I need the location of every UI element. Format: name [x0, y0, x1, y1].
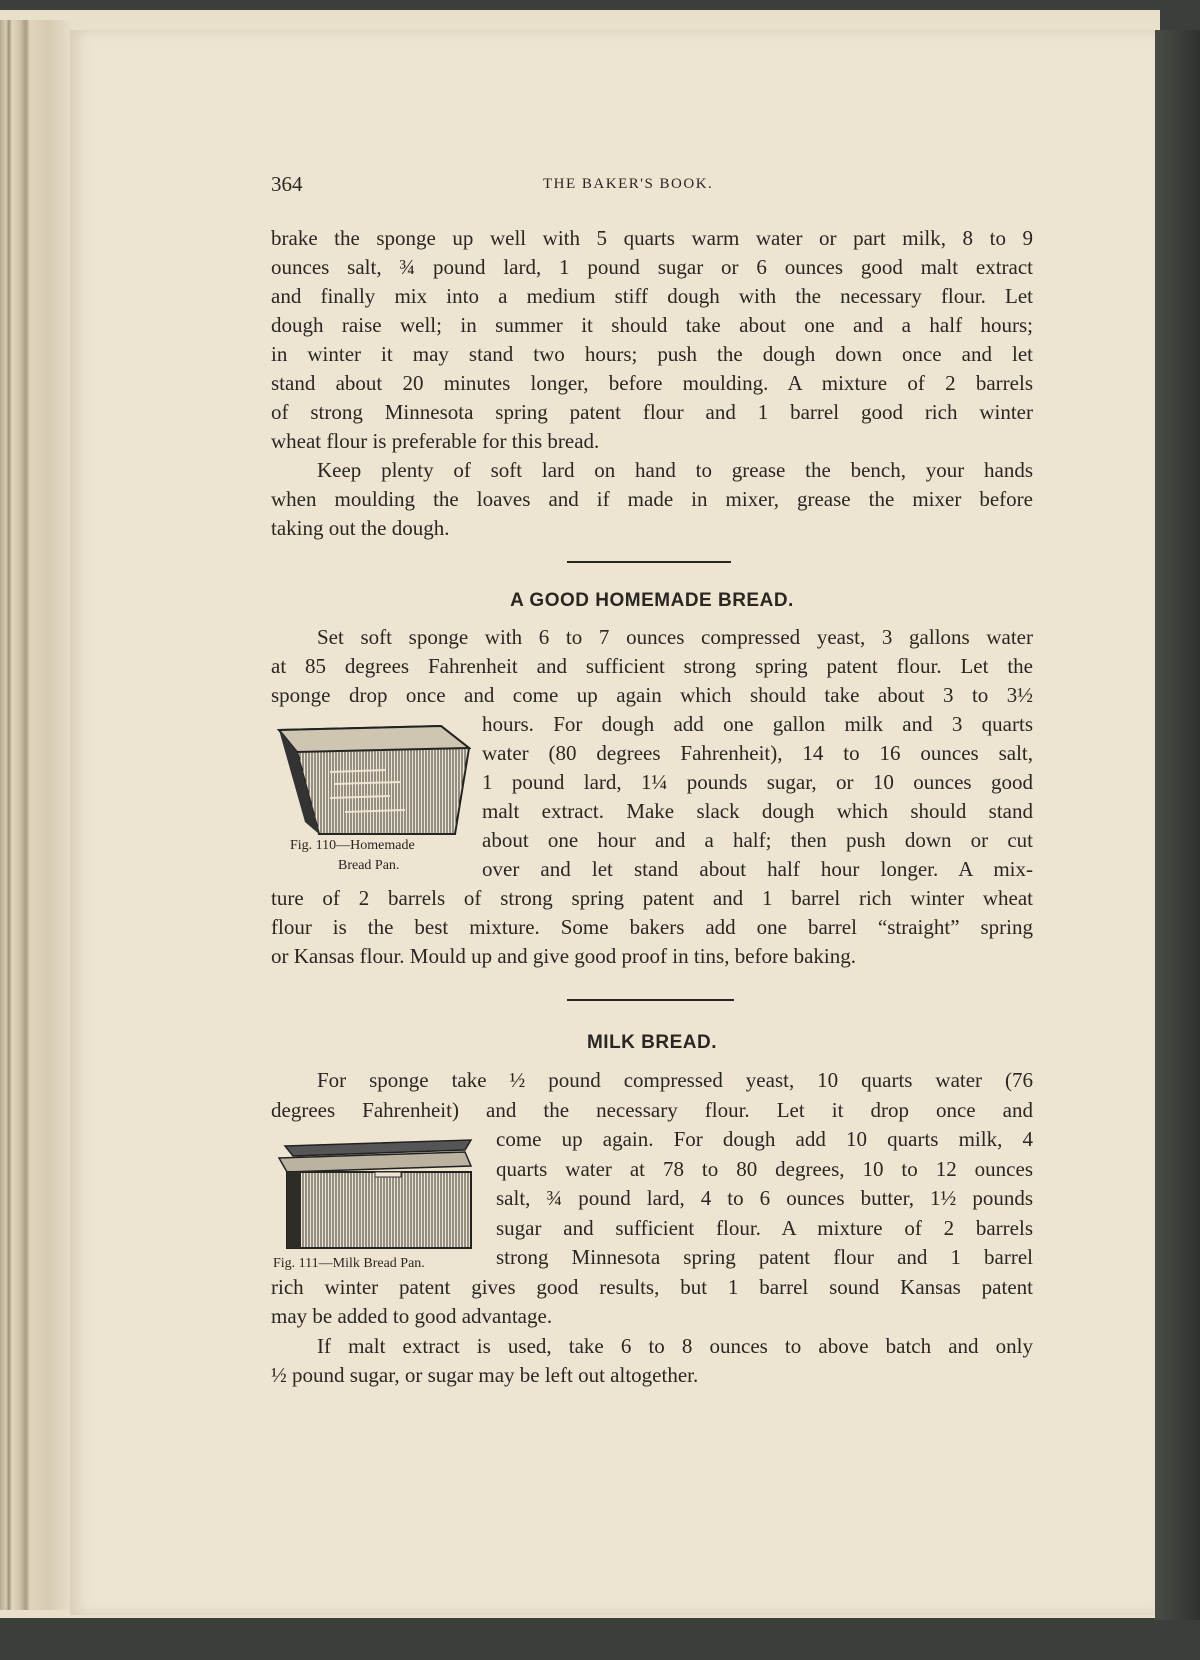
text-line: sugar and sufficient flour. A mixture of 2 barrels	[496, 1215, 1033, 1240]
text-line: brake the sponge up well with 5 quarts warm water or part milk, 8 to 9	[271, 226, 1033, 250]
text-line: dough raise well; in summer it should take about one and a half hours;	[271, 313, 1033, 337]
text-line: For sponge take ½ pound compressed yeast, 10 quarts water (76	[317, 1068, 1033, 1092]
section-heading: MILK BREAD.	[586, 1032, 718, 1053]
text-line: 1 pound lard, 1¼ pounds sugar, or 10 ounces good	[482, 770, 1033, 794]
text-line: in winter it may stand two hours; push the dough down once and let	[271, 342, 1033, 366]
text-line: If malt extract is used, take 6 to 8 ounces to above batch and only	[317, 1333, 1033, 1358]
text-line: degrees Fahrenheit) and the necessary flour. Let it drop once and	[271, 1097, 1033, 1122]
text-line: rich winter patent gives good results, but 1 barrel sound Kansas patent	[271, 1274, 1033, 1299]
text-line: ounces salt, ¾ pound lard, 1 pound sugar or 6 ounces good malt extract	[271, 255, 1033, 279]
text-line: or Kansas flour. Mould up and give good proof in tins, before baking.	[271, 944, 856, 968]
text-line: stand about 20 minutes longer, before moulding. A mixture of 2 barrels	[271, 371, 1033, 395]
text-line: sponge drop once and come up again which should take about 3 to 3½	[271, 683, 1033, 707]
text-line: flour is the best mixture. Some bakers add one barrel “straight” spring	[271, 915, 1033, 939]
running-title: THE BAKER'S BOOK.	[543, 176, 714, 192]
text-line: wheat flour is preferable for this bread.	[271, 429, 600, 453]
page-number: 364	[271, 172, 303, 196]
text-line: ½ pound sugar, or sugar may be left out altogether.	[271, 1363, 699, 1387]
section-divider	[567, 999, 734, 1001]
text-line: hours. For dough add one gallon milk and 3 quarts	[482, 712, 1033, 736]
text-line: at 85 degrees Fahrenheit and sufficient strong spring patent flour. Let the	[271, 654, 1033, 678]
text-line: taking out the dough.	[271, 516, 450, 540]
text-line: Set soft sponge with 6 to 7 ounces compressed yeast, 3 gallons water	[317, 625, 1033, 649]
text-line: over and let stand about half hour longer. A mix-	[482, 857, 1033, 881]
text-line: malt extract. Make slack dough which should stand	[482, 799, 1033, 823]
text-line: when moulding the loaves and if made in mixer, grease the mixer before	[271, 487, 1033, 511]
text-line: and finally mix into a medium stiff dough with the necessary flour. Let	[271, 284, 1033, 308]
milk-bread-pan-illustration	[275, 1136, 475, 1252]
text-line: Keep plenty of soft lard on hand to grease the bench, your hands	[317, 458, 1033, 482]
text-line: water (80 degrees Fahrenheit), 14 to 16 ounces salt,	[482, 741, 1033, 765]
text-line: salt, ¾ pound lard, 4 to 6 ounces butter, 1½ pounds	[496, 1186, 1033, 1210]
text-line: ture of 2 barrels of strong spring patent and 1 barrel rich winter wheat	[271, 886, 1033, 910]
text-line: quarts water at 78 to 80 degrees, 10 to 12 ounces	[496, 1156, 1033, 1181]
homemade-bread-pan-illustration	[275, 722, 471, 838]
text-line: may be added to good advantage.	[271, 1304, 553, 1328]
text-line: of strong Minnesota spring patent flour and 1 barrel good rich winter	[271, 400, 1033, 424]
section-heading: A GOOD HOMEMADE BREAD.	[510, 590, 794, 611]
text-line: about one hour and a half; then push down or cut	[482, 828, 1033, 852]
text-line: come up again. For dough add 10 quarts milk, 4	[496, 1127, 1033, 1151]
section-divider	[567, 561, 731, 563]
figure-110-caption-line2: Bread Pan.	[338, 858, 400, 873]
text-line: strong Minnesota spring patent flour and 1 barrel	[496, 1245, 1033, 1269]
figure-110-caption-line1: Fig. 110—Homemade	[290, 838, 415, 853]
figure-111-caption: Fig. 111—Milk Bread Pan.	[273, 1256, 425, 1271]
